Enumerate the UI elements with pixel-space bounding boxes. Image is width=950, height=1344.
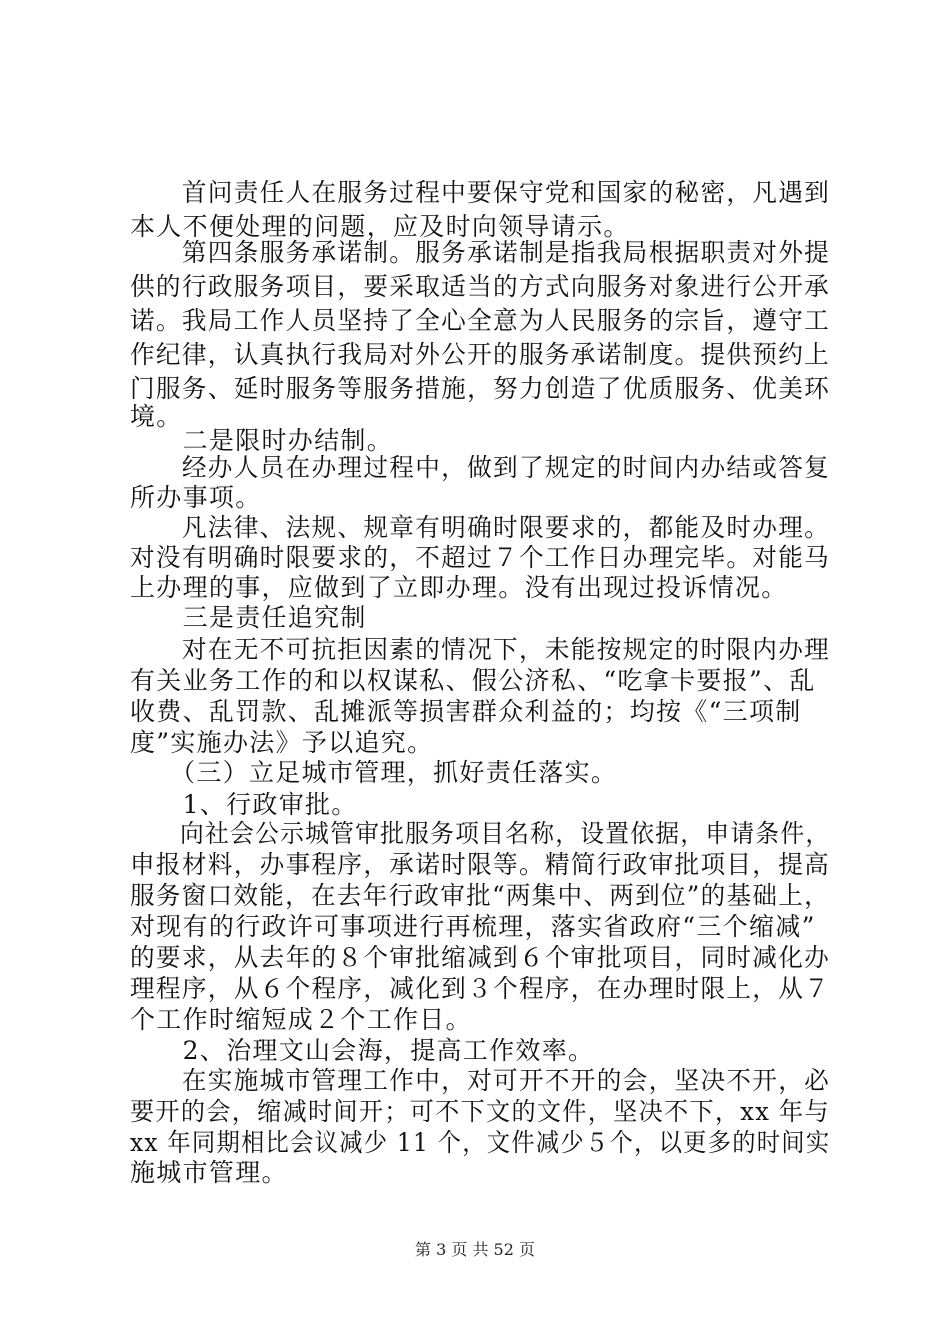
text-line: 首问责任人在服务过程中要保守党和国家的秘密，凡遇到 <box>130 178 831 207</box>
text-line: 所办事项。 <box>130 483 262 512</box>
text-line: 凡法律、法规、规章有明确时限要求的，都能及时办理。 <box>130 513 831 542</box>
text-line: 对在无不可抗拒因素的情况下，未能按规定的时限内办理 <box>130 635 831 664</box>
text-line: 上办理的事，应做到了立即办理。没有出现过投诉情况。 <box>130 573 788 602</box>
text-line: 收费、乱罚款、乱摊派等损害群众利益的；均按《“三项制 <box>130 697 802 726</box>
text-line: 境。 <box>130 402 183 431</box>
text-line: 门服务、延时服务等服务措施，努力创造了优质服务、优美环 <box>130 374 831 403</box>
text-line: 施城市管理。 <box>130 1158 288 1187</box>
text-line: 服务窗口效能，在去年行政审批“两集中、两到位”的基础上， <box>130 881 830 910</box>
text-line: 三是责任追究制 <box>130 603 367 632</box>
text-line: 理程序，从６个程序，减化到３个程序，在办理时限上，从７ <box>130 974 831 1003</box>
text-line: 个工作时缩短成２个工作日。 <box>130 1005 472 1034</box>
text-line: 本人不便处理的问题，应及时向领导请示。 <box>130 212 630 241</box>
text-line: 的要求，从去年的８个审批缩减到６个审批项目，同时减化办 <box>130 943 831 972</box>
text-line: 度”实施办法》予以追究。 <box>130 728 434 757</box>
text-line: 有关业务工作的和以权谋私、假公济私、“吃拿卡要报”、乱 <box>130 666 816 695</box>
text-line: 作纪律，认真执行我局对外公开的服务承诺制度。提供预约上 <box>130 340 831 369</box>
text-line: 在实施城市管理工作中，对可开不开的会，坚决不开，必 <box>130 1066 831 1095</box>
text-line: 向社会公示城管审批服务项目名称，设置依据，申请条件， <box>130 819 831 848</box>
text-line: 供的行政服务项目，要采取适当的方式向服务对象进行公开承 <box>130 272 831 301</box>
text-line: （三）立足城市管理，抓好责任落实。 <box>130 758 618 787</box>
text-line: 对现有的行政许可事项进行再梳理，落实省政府“三个缩减” <box>130 912 816 941</box>
text-line: 1、行政审批。 <box>130 790 358 819</box>
text-line: 要开的会，缩减时间开；可不下文的文件，坚决不下，xx 年与 <box>130 1097 830 1126</box>
text-line: 二是限时办结制。 <box>130 426 394 455</box>
text-line: xx 年同期相比会议减少 11 个，文件减少５个，以更多的时间实 <box>130 1128 831 1157</box>
text-line: 经办人员在办理过程中，做到了规定的时间内办结或答复 <box>130 453 831 482</box>
page-footer: 第 3 页 共 52 页 <box>415 1240 535 1259</box>
text-line: 2、治理文山会海，提高工作效率。 <box>130 1036 595 1065</box>
text-line: 诺。我局工作人员坚持了全心全意为人民服务的宗旨，遵守工 <box>130 306 831 335</box>
text-line: 第四条服务承诺制。服务承诺制是指我局根据职责对外提 <box>130 238 831 267</box>
text-line: 申报材料，办事程序，承诺时限等。精简行政审批项目，提高 <box>130 850 831 879</box>
text-line: 对没有明确时限要求的，不超过７个工作日办理完毕。对能马 <box>130 543 831 572</box>
